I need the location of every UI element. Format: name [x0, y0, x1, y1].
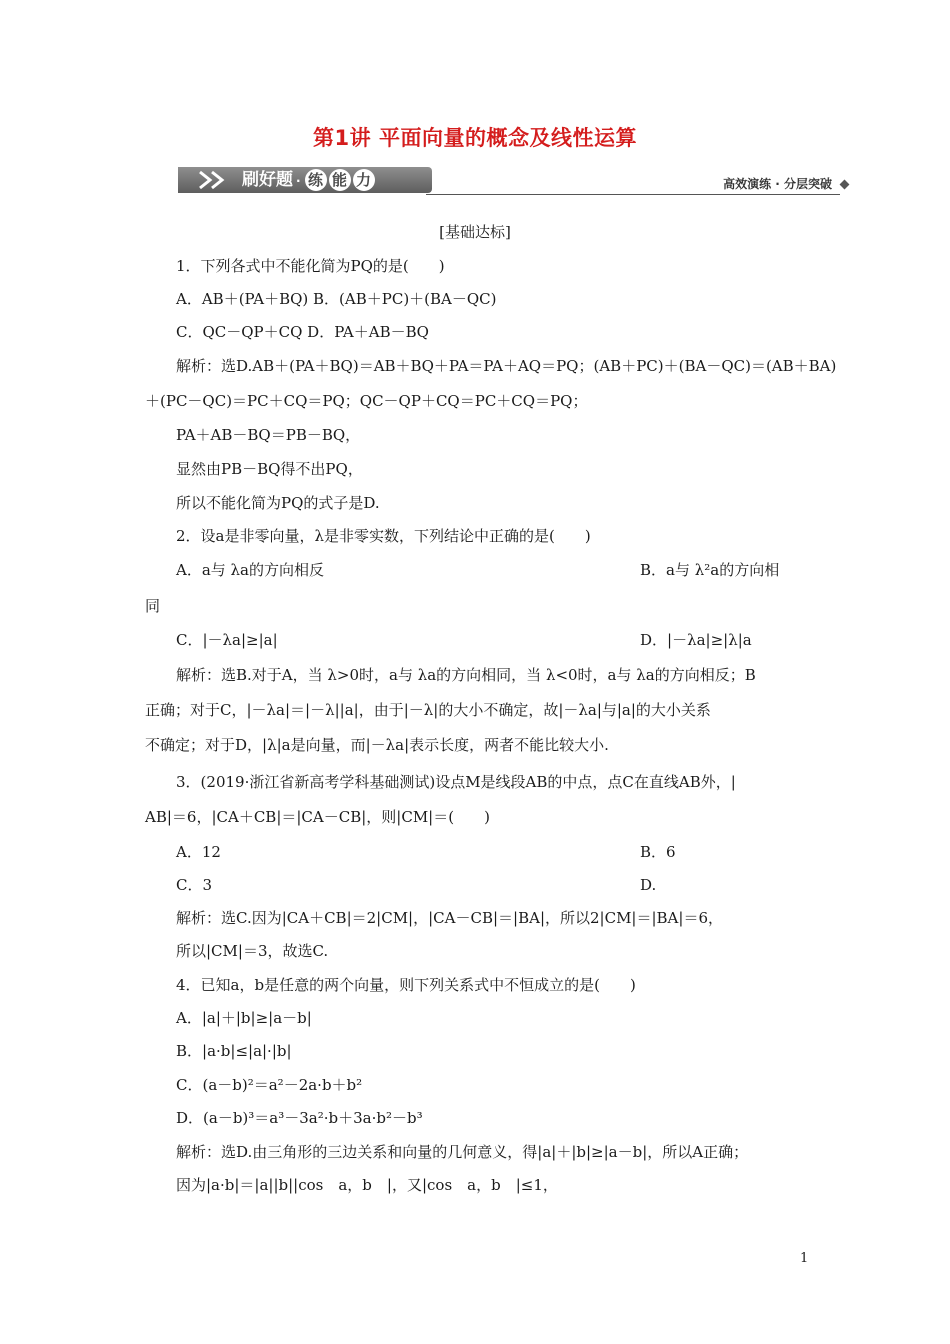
q2-stem: 2．设a是非零向量，λ是非零实数，下列结论中正确的是( )	[176, 527, 591, 545]
q1-solution-line-4: 显然由PB－BQ得不出PQ，	[176, 460, 363, 478]
banner-right-text: 高效演练 · 分层突破	[723, 177, 832, 191]
banner-bar	[178, 167, 432, 193]
q1-options-cd: C．QC－QP＋CQ D．PA＋AB－BQ	[176, 323, 429, 341]
q2-solution-line-2: 正确；对于C，|－λa|＝|－λ||a|，由于|－λ|的大小不确定，故|－λa|与|a|的大小关系	[145, 701, 711, 719]
q3-stem-line-2: AB|＝6，|CA＋CB|＝|CA－CB|，则|CM|＝( )	[145, 808, 490, 826]
page-title: 第1讲 平面向量的概念及线性运算	[313, 126, 637, 150]
q2-option-b-cont: 同	[145, 597, 161, 615]
banner-char-1: 练	[305, 169, 327, 191]
q4-solution-line-1: 解析：选D.由三角形的三边关系和向量的几何意义，得|a|＋|b|≥|a－b|，所以A正确；	[176, 1143, 749, 1161]
q4-option-b: B．|a·b|≤|a|·|b|	[176, 1042, 292, 1060]
q4-stem: 4．已知a，b是任意的两个向量，则下列关系式中不恒成立的是( )	[176, 976, 636, 994]
q1-solution-line-2: ＋(PC－QC)＝PC＋CQ＝PQ；QC－QP＋CQ＝PC＋CQ＝PQ；	[145, 392, 588, 410]
q4-option-c: C．(a－b)²＝a²－2a·b＋b²	[176, 1076, 363, 1094]
section-heading: [基础达标]	[439, 223, 511, 241]
q3-stem-line-1: 3．(2019·浙江省新高考学科基础测试)设点M是线段AB的中点，点C在直线AB外，|	[176, 773, 736, 791]
q2-option-b: B．a与 λ²a的方向相	[640, 561, 780, 579]
banner-label-part1: 刷好题	[242, 170, 293, 190]
page-number: 1	[800, 1251, 809, 1266]
banner-char-3: 力	[353, 169, 375, 191]
q4-option-d: D．(a－b)³＝a³－3a²·b＋3a·b²－b³	[176, 1109, 423, 1127]
q2-solution-line-3: 不确定；对于D，|λ|a是向量，而|－λa|表示长度，两者不能比较大小.	[145, 736, 609, 754]
q3-solution-line-2: 所以|CM|＝3，故选C.	[176, 942, 329, 960]
q2-option-c: C．|－λa|≥|a|	[176, 631, 278, 649]
q2-option-d: D．|－λa|≥|λ|a	[640, 631, 752, 649]
q2-option-a: A．a与 λa的方向相反	[176, 561, 324, 579]
chevron-double-icon	[196, 170, 236, 190]
banner-rule	[426, 194, 840, 195]
q4-option-a: A．|a|＋|b|≥|a－b|	[176, 1009, 312, 1027]
q3-option-a: A．12	[176, 843, 221, 861]
q3-option-b: B．6	[640, 843, 676, 861]
q1-options-ab: A．AB＋(PA＋BQ) B．(AB＋PC)＋(BA－QC)	[176, 290, 497, 308]
q1-solution-line-5: 所以不能化简为PQ的式子是D.	[176, 494, 380, 512]
q2-solution-line-1: 解析：选B.对于A，当 λ>0时，a与 λa的方向相同，当 λ<0时，a与 λa的方向相反；B	[176, 666, 756, 684]
q1-solution-line-1: 解析：选D.AB＋(PA＋BQ)＝AB＋BQ＋PA＝PA＋AQ＝PQ；(AB＋PC)＋(BA－QC)＝(AB＋BA)	[176, 357, 837, 375]
q1-stem: 1．下列各式中不能化简为PQ的是( )	[176, 257, 445, 275]
q1-solution-line-3: PA＋AB－BQ＝PB－BQ，	[176, 426, 361, 444]
q3-solution-line-1: 解析：选C.因为|CA＋CB|＝2|CM|，|CA－CB|＝|BA|，所以2|CM|＝|BA|＝6，	[176, 909, 723, 927]
q4-solution-line-2: 因为|a·b|＝|a||b||cos a，b |，又|cos a，b |≤1，	[176, 1176, 558, 1194]
banner-dot: ·	[296, 174, 301, 188]
q3-option-d: D.	[640, 876, 657, 894]
banner-char-2: 能	[329, 169, 351, 191]
q3-option-c: C．3	[176, 876, 213, 894]
banner-label	[242, 168, 376, 192]
diamond-icon	[840, 180, 850, 190]
section-banner	[178, 163, 850, 199]
